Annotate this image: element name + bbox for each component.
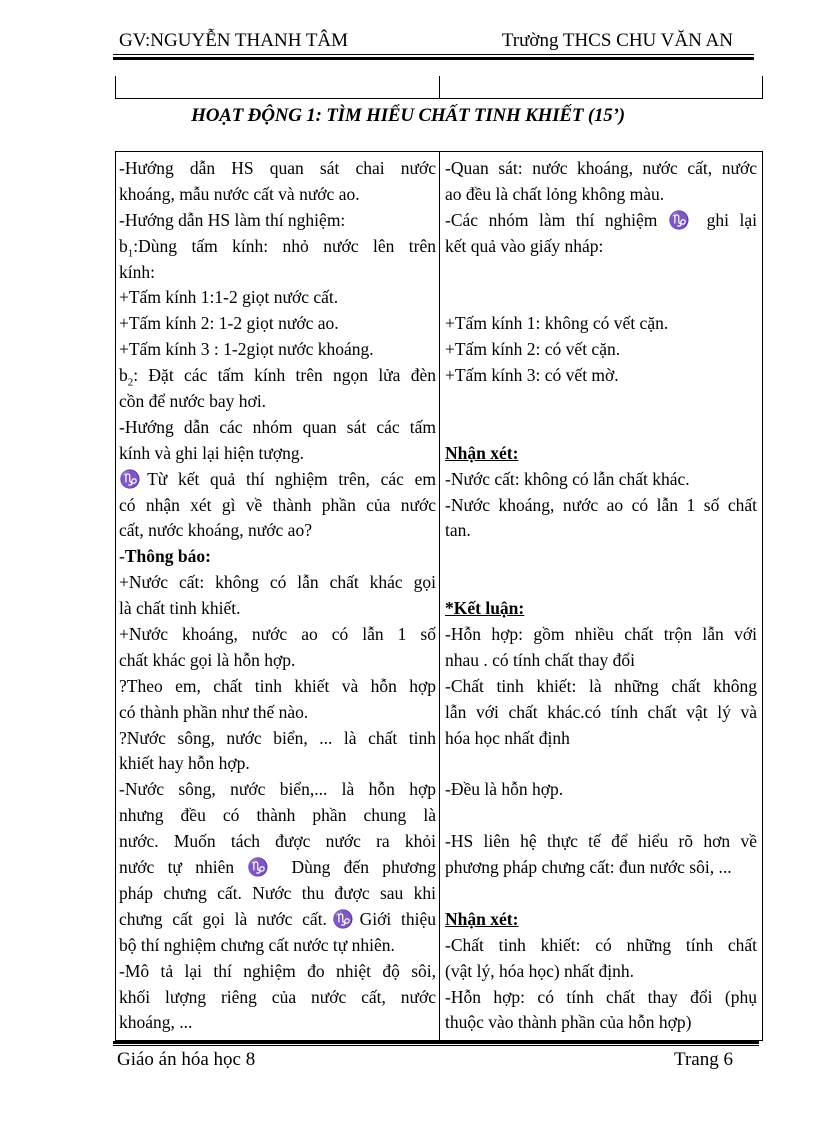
line-text: ♑Từ kết quả thí nghiệm trên, các em xyxy=(119,468,436,489)
underlined-heading: Nhận xét: xyxy=(445,442,519,463)
line-text: nhưng đều có thành phần chung là xyxy=(119,805,436,826)
student-line xyxy=(445,674,757,700)
teacher-line xyxy=(119,182,436,208)
line-text: thuộc vào thành phần của hỗn hợp) xyxy=(445,1012,692,1033)
subscript: 2 xyxy=(127,376,134,389)
teacher-line xyxy=(119,493,436,519)
teacher-line xyxy=(119,726,436,752)
line-text: -Hướng dẫn các nhóm quan sát các tấm xyxy=(119,416,436,437)
student-line xyxy=(445,389,757,415)
line-text: +Nước cất: không có lẫn chất khác gọi xyxy=(119,572,436,593)
line-text: nhau . có tính chất thay đổi xyxy=(445,649,636,670)
stub-left-border xyxy=(115,76,116,99)
line-text: +Tấm kính 1: không có vết cặn. xyxy=(445,313,669,334)
teacher-line xyxy=(119,907,436,933)
student-line xyxy=(445,337,757,363)
student-activity-column xyxy=(445,156,757,1036)
line-text: cồn để nước bay hơi. xyxy=(119,391,267,412)
header-rule-thick xyxy=(113,57,754,60)
section-title: HOẠT ĐỘNG 1: TÌM HIỂU CHẤT TINH KHIẾT (15’) xyxy=(191,105,625,126)
teacher-line xyxy=(119,415,436,441)
teacher-line xyxy=(119,1010,436,1036)
stub-divider xyxy=(439,76,440,99)
teacher-line xyxy=(119,518,436,544)
student-line xyxy=(445,881,757,907)
line-text: lẫn với chất khác.có tính chất vật lý và xyxy=(445,701,757,722)
page-header xyxy=(113,26,733,52)
underlined-heading: Nhận xét: xyxy=(445,908,519,929)
student-line xyxy=(445,518,757,544)
student-line xyxy=(445,933,757,959)
teacher-line xyxy=(119,933,436,959)
teacher-line xyxy=(119,803,436,829)
teacher-line xyxy=(119,311,436,337)
line-text-rest: : Đặt các tấm kính trên ngọn lửa đèn xyxy=(133,365,436,386)
teacher-line xyxy=(119,544,436,570)
teacher-line xyxy=(119,441,436,467)
teacher-line xyxy=(119,570,436,596)
student-line xyxy=(445,260,757,286)
student-line xyxy=(445,156,757,182)
line-text: +Tấm kính 2: có vết cặn. xyxy=(445,339,621,360)
student-line xyxy=(445,907,757,933)
line-text: +Tấm kính 1:1-2 giọt nước cất. xyxy=(119,287,339,308)
line-text: là chất tinh khiết. xyxy=(119,598,241,619)
teacher-line xyxy=(119,959,436,985)
line-text: -Hướng dẫn HS làm thí nghiệm: xyxy=(119,209,346,230)
student-line xyxy=(445,726,757,752)
teacher-line xyxy=(119,156,436,182)
student-line xyxy=(445,208,757,234)
line-text: ?Theo em, chất tinh khiết và hỗn hợp xyxy=(119,675,436,696)
student-line xyxy=(445,1010,757,1036)
school-name: Trường THCS CHU VĂN AN xyxy=(501,30,733,51)
teacher-activity-column xyxy=(119,156,436,1036)
student-line xyxy=(445,648,757,674)
line-text: -Hướng dẫn HS quan sát chai nước xyxy=(119,158,436,178)
student-line xyxy=(445,803,757,829)
student-line xyxy=(445,959,757,985)
student-line xyxy=(445,415,757,441)
line-text: -Hỗn hợp: có tính chất thay đổi (phụ xyxy=(445,986,757,1007)
line-text: -HS liên hệ thực tế để hiểu rõ hơn về xyxy=(445,831,757,852)
student-line xyxy=(445,622,757,648)
line-text: chưng cất gọi là nước cất.♑Giới thiệu xyxy=(119,908,436,929)
line-text: - xyxy=(119,546,125,567)
line-text: kính và ghi lại hiện tượng. xyxy=(119,442,304,463)
line-text: -Nước sông, nước biển,... là hỗn hợp xyxy=(119,779,436,800)
line-text: tan. xyxy=(445,520,471,541)
teacher-line xyxy=(119,234,436,260)
subscript: 1 xyxy=(127,247,134,260)
teacher-name: GV:NGUYỄN THANH TÂM xyxy=(119,30,349,51)
student-line xyxy=(445,544,757,570)
student-line xyxy=(445,570,757,596)
line-text: +Tấm kính 3 : 1-2giọt nước khoáng. xyxy=(119,339,374,360)
teacher-line xyxy=(119,674,436,700)
teacher-line xyxy=(119,648,436,674)
teacher-line xyxy=(119,622,436,648)
line-text: phương pháp chưng cất: đun nước sôi, ... xyxy=(445,857,732,878)
line-text: +Tấm kính 3: có vết mờ. xyxy=(445,365,619,386)
line-text: chất khác gọi là hỗn hợp. xyxy=(119,649,296,670)
line-text: b xyxy=(119,235,128,256)
teacher-line xyxy=(119,855,436,881)
line-text: -Hỗn hợp: gồm nhiều chất trộn lẫn với xyxy=(445,624,757,645)
line-text: nước tự nhiên ♑ Dùng đến phương xyxy=(119,857,436,878)
teacher-line xyxy=(119,285,436,311)
line-text: ao đều là chất lỏng không màu. xyxy=(445,183,665,204)
line-text: +Tấm kính 2: 1-2 giọt nước ao. xyxy=(119,313,339,334)
teacher-line xyxy=(119,881,436,907)
subject-label: Giáo án hóa học 8 xyxy=(117,1049,256,1070)
line-text: -Nước cất: không có lẫn chất khác. xyxy=(445,468,690,489)
line-text: -Các nhóm làm thí nghiệm ♑ ghi lại xyxy=(445,209,757,230)
line-text: +Nước khoáng, nước ao có lẫn 1 số xyxy=(119,624,436,645)
line-text: khoáng, mẫu nước cất và nước ao. xyxy=(119,183,360,204)
student-line xyxy=(445,363,757,389)
line-text: -Chất tinh khiết: có những tính chất xyxy=(445,934,757,955)
teacher-line xyxy=(119,467,436,493)
footer-rule-thick xyxy=(113,1041,759,1044)
line-text: -Nước khoáng, nước ao có lẫn 1 số chất xyxy=(445,494,757,515)
line-text: khối lượng riêng của nước cất, nước xyxy=(119,986,436,1007)
teacher-line xyxy=(119,337,436,363)
line-text: có nhận xét gì về thành phần của nước xyxy=(119,494,436,515)
teacher-line xyxy=(119,985,436,1011)
column-divider xyxy=(439,152,440,1040)
line-text: -Quan sát: nước khoáng, nước cất, nước xyxy=(445,158,757,178)
line-text: b xyxy=(119,365,128,386)
student-line xyxy=(445,700,757,726)
student-line xyxy=(445,285,757,311)
student-line xyxy=(445,829,757,855)
line-text: pháp chưng cất. Nước thu được sau khi xyxy=(119,882,436,903)
line-text: hóa học nhất định xyxy=(445,727,570,748)
line-text: (vật lý, hóa học) nhất định. xyxy=(445,960,635,981)
line-text: khoáng, ... xyxy=(119,1012,193,1033)
line-text: bộ thí nghiệm chưng cất nước tự nhiên. xyxy=(119,934,395,955)
student-line xyxy=(445,985,757,1011)
underlined-heading: *Kết luận: xyxy=(445,598,525,619)
teacher-line xyxy=(119,829,436,855)
teacher-line xyxy=(119,751,436,777)
student-line xyxy=(445,751,757,777)
stub-bottom-border xyxy=(115,98,763,99)
teacher-line xyxy=(119,777,436,803)
line-text: nước. Muốn tách được nước ra khỏi xyxy=(119,831,436,852)
previous-table-stub xyxy=(115,76,763,99)
line-text-rest: :Dùng tấm kính: nhỏ nước lên trên xyxy=(133,235,436,256)
bold-label: Thông báo: xyxy=(124,546,211,567)
teacher-line xyxy=(119,208,436,234)
line-text: -Chất tinh khiết: là những chất không xyxy=(445,675,757,696)
line-text: có thành phần như thế nào. xyxy=(119,701,309,722)
student-line xyxy=(445,234,757,260)
lesson-table xyxy=(115,151,763,1041)
page-number: Trang 6 xyxy=(674,1049,733,1070)
teacher-line xyxy=(119,596,436,622)
stub-right-border xyxy=(762,76,763,99)
teacher-line xyxy=(119,363,436,389)
line-text: ?Nước sông, nước biển, ... là chất tinh xyxy=(119,727,436,748)
student-line xyxy=(445,441,757,467)
student-line xyxy=(445,777,757,803)
student-line xyxy=(445,855,757,881)
student-line xyxy=(445,596,757,622)
line-text: cất, nước khoáng, nước ao? xyxy=(119,520,312,541)
line-text: kết quả vào giấy nháp: xyxy=(445,235,604,256)
header-rule xyxy=(113,54,754,55)
teacher-line xyxy=(119,260,436,286)
student-line xyxy=(445,493,757,519)
teacher-line xyxy=(119,389,436,415)
line-text: khiết hay hỗn hợp. xyxy=(119,753,250,774)
student-line xyxy=(445,311,757,337)
page-footer xyxy=(117,1049,733,1071)
student-line xyxy=(445,467,757,493)
line-text: -Mô tả lại thí nghiệm đo nhiệt độ sôi, xyxy=(119,960,436,981)
student-line xyxy=(445,182,757,208)
line-text: kính: xyxy=(119,261,155,282)
line-text: -Đều là hỗn hợp. xyxy=(445,779,564,800)
footer-rule xyxy=(113,1045,759,1046)
teacher-line xyxy=(119,700,436,726)
